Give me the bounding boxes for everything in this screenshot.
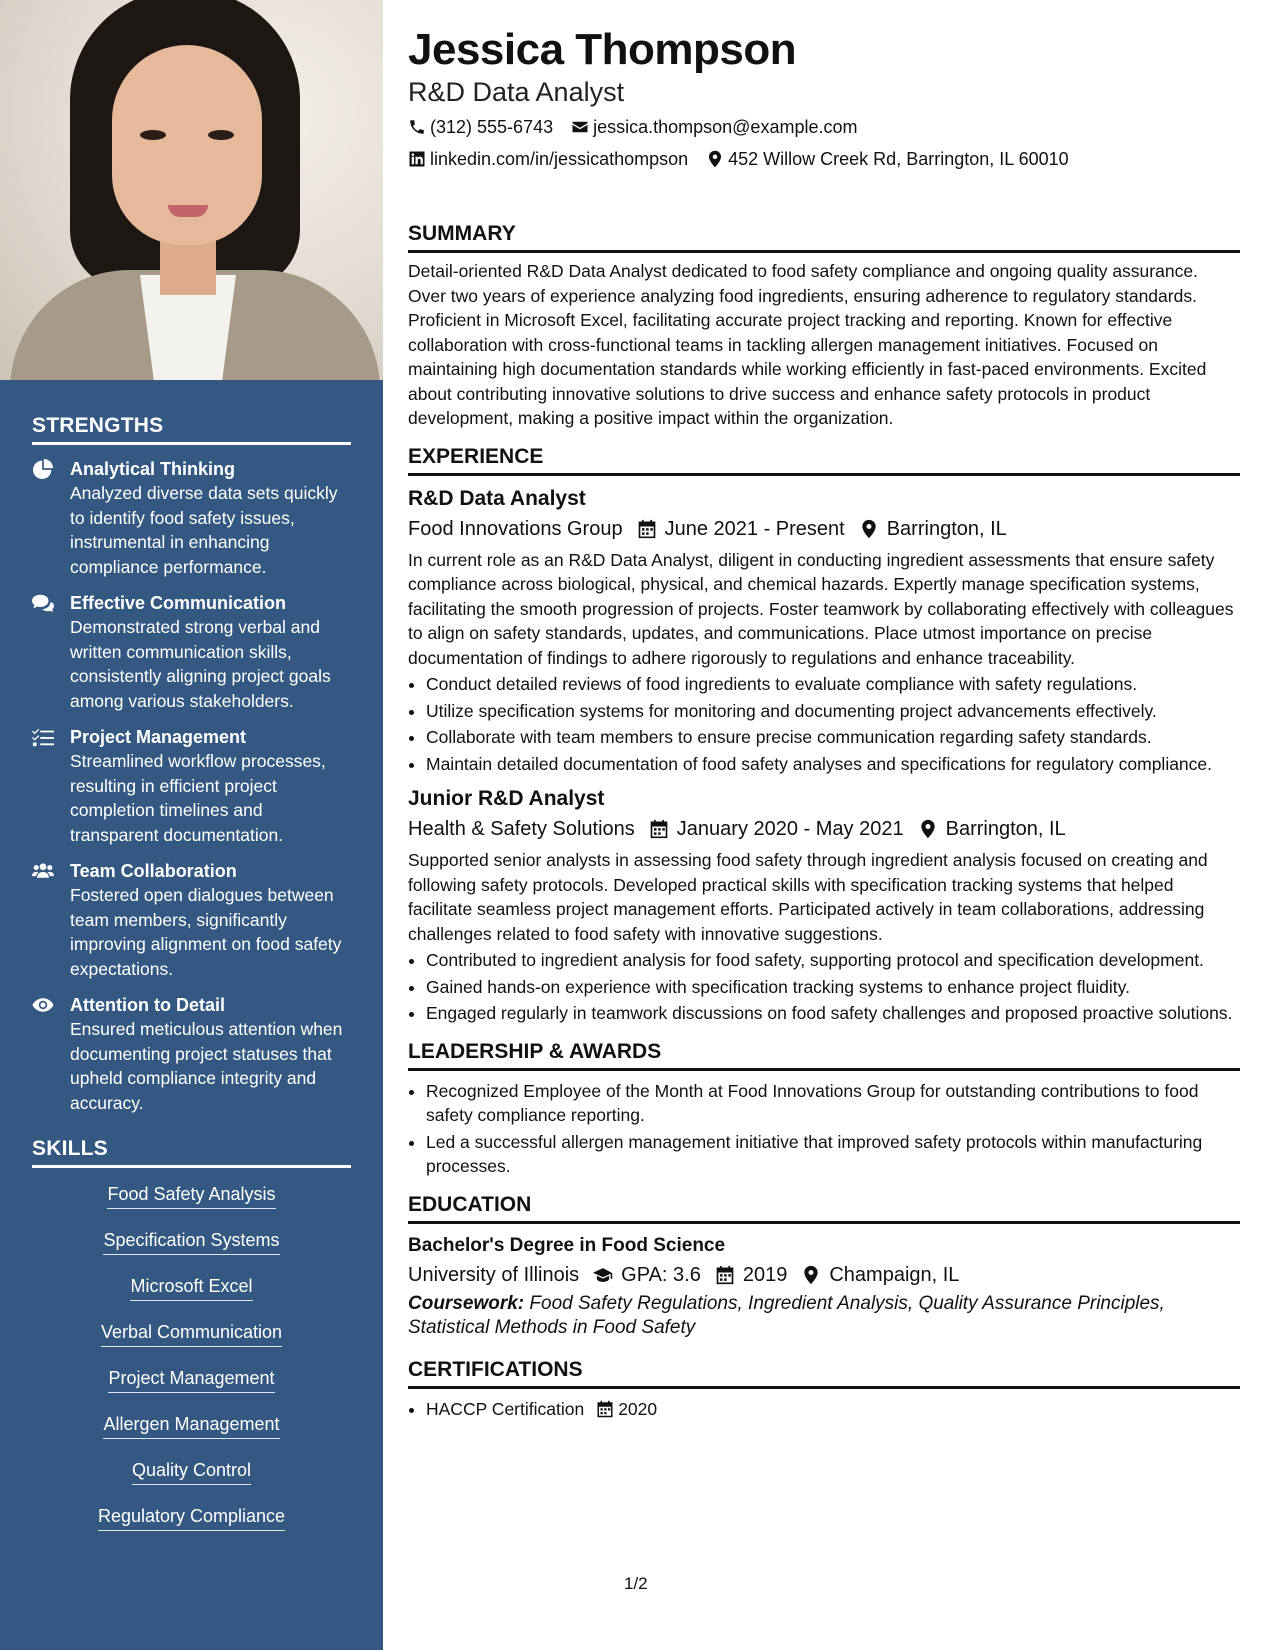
strength-item	[32, 457, 351, 579]
calendar-icon	[649, 819, 669, 839]
school-location: Champaign, IL	[829, 1263, 960, 1286]
phone-number[interactable]: (312) 555-6743	[430, 117, 554, 137]
strength-item	[32, 725, 351, 847]
comments-icon	[32, 591, 70, 713]
job-dates: January 2020 - May 2021	[676, 818, 904, 840]
list-item: • Gained hands-on experience with specification tracking systems to enhance project fluidity.	[426, 975, 1240, 1000]
job-title: Junior R&D Analyst	[408, 787, 605, 810]
linkedin-icon	[408, 150, 426, 168]
job-entry	[408, 486, 1240, 777]
envelope-icon	[571, 118, 589, 136]
tasks-icon	[32, 725, 70, 847]
main-content	[408, 24, 1240, 1423]
certification-name: • HACCP Certification	[426, 1398, 585, 1419]
strength-title: Attention to Detail	[70, 995, 225, 1015]
skills-heading: SKILLS	[32, 1137, 351, 1168]
contact-row	[408, 148, 1240, 170]
list-item: • Utilize specification systems for monitoring and documenting project advancements effectively.	[426, 699, 1240, 724]
contact-row	[408, 116, 1240, 138]
eye-icon	[32, 993, 70, 1115]
graduation-year: 2019	[742, 1263, 788, 1286]
list-item: • Engaged regularly in teamwork discussions on food safety challenges and proposed proactive solutions.	[426, 1001, 1240, 1026]
job-description: Supported senior analysts in assessing food safety through ingredient analysis focused on creating and following safety protocols. Developed practical skills with specification tracking systems that helped facilitate seamless project management efforts. Participated actively in team collaborations, addressing challenges related to food safety with innovative suggestions.	[408, 850, 1208, 944]
list-item: • Led a successful allergen management initiative that improved safety protocols within manufacturing processes.	[426, 1130, 1240, 1179]
map-marker-icon	[918, 819, 938, 839]
leadership-heading: LEADERSHIP & AWARDS	[408, 1040, 1240, 1071]
job-entry	[408, 786, 1240, 1026]
skill-item: Regulatory Compliance	[98, 1504, 285, 1531]
skill-item: Verbal Communication	[101, 1320, 282, 1347]
skill-item: Quality Control	[132, 1458, 251, 1485]
coursework-list: Food Safety Regulations, Ingredient Analysis, Quality Assurance Principles, Statistical Methods in Food Safety	[408, 1292, 1165, 1338]
candidate-role: R&D Data Analyst	[408, 77, 625, 107]
summary-heading: SUMMARY	[408, 222, 1240, 253]
job-description: In current role as an R&D Data Analyst, diligent in conducting ingredient assessments that ensure safety compliance across biological, physical, and chemical hazards. Expertly manage specification systems, facilitating the smooth progression of projects. Foster teamwork by collaborating effectively with colleagues to align on safety standards, updates, and communications. Place utmost importance on precise documentation of findings to adhere rigorously to regulations and enhance traceability.	[408, 549, 1234, 668]
strength-desc: Ensured meticulous attention when documenting project statuses that upheld compliance integrity and accuracy.	[70, 1019, 343, 1113]
phone-icon	[408, 118, 426, 136]
pie-chart-icon	[32, 457, 70, 579]
map-marker-icon	[801, 1265, 821, 1285]
certification-year: 2020	[618, 1398, 658, 1419]
job-location: Barrington, IL	[945, 818, 1066, 840]
linkedin-link[interactable]: linkedin.com/in/jessicathompson	[430, 149, 689, 169]
skills-list	[32, 1182, 351, 1550]
gpa: GPA: 3.6	[621, 1263, 701, 1286]
graduation-cap-icon	[593, 1265, 613, 1285]
email-link[interactable]: jessica.thompson@example.com	[593, 117, 858, 137]
skill-item: Specification Systems	[103, 1228, 279, 1255]
skill-item: Food Safety Analysis	[107, 1182, 275, 1209]
experience-heading: EXPERIENCE	[408, 445, 1240, 476]
skill-item: Microsoft Excel	[130, 1274, 252, 1301]
map-marker-icon	[859, 519, 879, 539]
strength-title: Project Management	[70, 727, 247, 747]
list-item	[426, 1397, 1240, 1422]
company-name: Food Innovations Group	[408, 517, 623, 540]
address: 452 Willow Creek Rd, Barrington, IL 60010	[728, 149, 1069, 169]
strength-item	[32, 993, 351, 1115]
list-item: • Conduct detailed reviews of food ingredients to evaluate compliance with safety regulations.	[426, 672, 1240, 697]
job-dates: June 2021 - Present	[664, 517, 845, 540]
list-item: • Collaborate with team members to ensure precise communication regarding safety standards.	[426, 725, 1240, 750]
strength-item	[32, 591, 351, 713]
map-marker-icon	[706, 150, 724, 168]
strengths-heading: STRENGTHS	[32, 414, 351, 445]
profile-photo	[0, 0, 383, 380]
degree-title: Bachelor's Degree in Food Science	[408, 1234, 726, 1256]
strength-title: Analytical Thinking	[70, 459, 236, 479]
list-item: • Contributed to ingredient analysis for food safety, supporting protocol and specification development.	[426, 948, 1240, 973]
page-number: 1/2	[624, 1574, 648, 1593]
sidebar	[0, 0, 383, 1650]
certifications-heading: CERTIFICATIONS	[408, 1358, 1240, 1389]
calendar-icon	[715, 1265, 735, 1285]
list-item: • Recognized Employee of the Month at Food Innovations Group for outstanding contributions to food safety compliance reporting.	[426, 1079, 1240, 1128]
users-icon	[32, 859, 70, 981]
list-item: • Maintain detailed documentation of food safety analyses and specifications for regulatory compliance.	[426, 752, 1240, 777]
coursework	[408, 1292, 1240, 1340]
skill-item: Project Management	[108, 1366, 274, 1393]
summary-text: Detail-oriented R&D Data Analyst dedicated to food safety compliance and ongoing quality assurance. Over two years of experience analyzing food ingredients, ensuring adherence to regulatory standards. Proficient in Microsoft Excel, facilitating accurate project tracking and reporting. Known for effective collaboration with cross-functional teams in tackling allergen management initiatives. Focused on maintaining high documentation standards while working efficiently in fast-paced environments. Excited about contributing innovative solutions to drive success and enhance safety protocols in product development, making a positive impact within the organization.	[408, 261, 1207, 428]
education-heading: EDUCATION	[408, 1193, 1240, 1224]
calendar-icon	[637, 519, 657, 539]
strength-desc: Analyzed diverse data sets quickly to identify food safety issues, instrumental in enhancing compliance performance.	[70, 483, 338, 577]
strength-title: Team Collaboration	[70, 861, 237, 881]
strength-desc: Streamlined workflow processes, resulting in efficient project completion timelines and transparent documentation.	[70, 751, 326, 845]
calendar-icon	[596, 1400, 614, 1418]
school-name: University of Illinois	[408, 1263, 580, 1286]
coursework-label: Coursework:	[408, 1292, 525, 1314]
strength-desc: Demonstrated strong verbal and written communication skills, consistently aligning project goals among various stakeholders.	[70, 617, 331, 711]
strength-item	[32, 859, 351, 981]
company-name: Health & Safety Solutions	[408, 818, 635, 840]
candidate-name: Jessica Thompson	[408, 25, 797, 74]
skill-item: Allergen Management	[103, 1412, 279, 1439]
job-title: R&D Data Analyst	[408, 486, 586, 510]
strength-title: Effective Communication	[70, 593, 287, 613]
job-location: Barrington, IL	[886, 517, 1007, 540]
strength-desc: Fostered open dialogues between team members, significantly improving alignment on food safety expectations.	[70, 885, 342, 979]
